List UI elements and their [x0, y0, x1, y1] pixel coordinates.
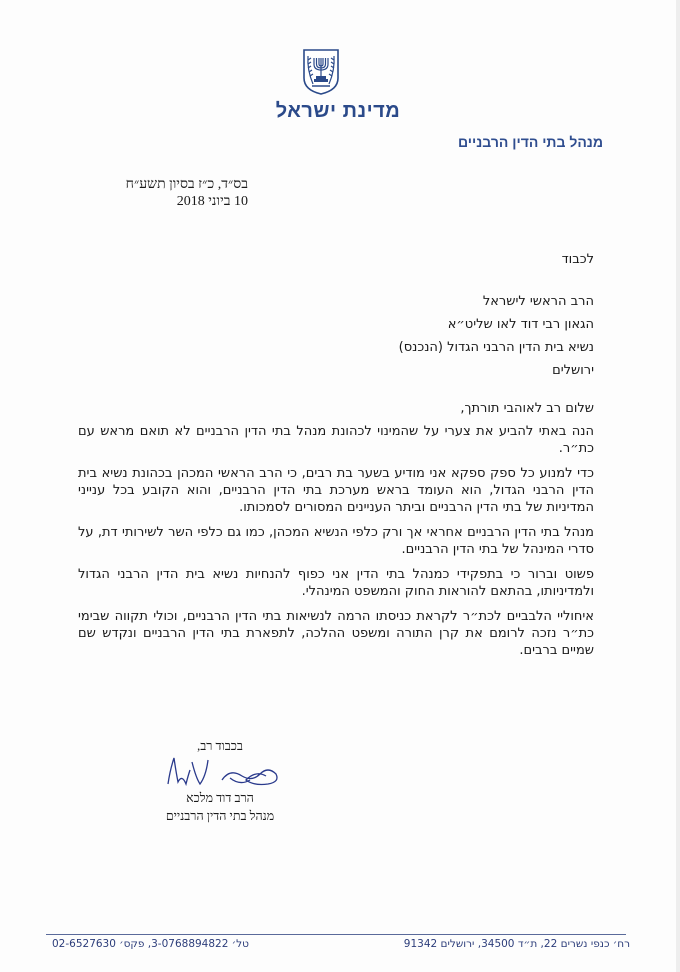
date-block: [78, 176, 248, 210]
signer-title: מנהל בתי הדין הרבניים: [165, 809, 275, 823]
hebrew-date: בס״ד, כ״ז בסיון תשע״ח: [125, 177, 248, 192]
paragraph: הנה באתי להביע את צערי על שהמינוי לכהונת מנהל בתי הדין הרבניים לא תואם מראש עם כת״ר.: [78, 424, 594, 456]
addressee-line: ירושלים: [552, 363, 594, 378]
paragraph: כדי למנוע כל ספק ספקא אני מודיע בשער בת רבים, כי הרב הראשי המכהן בכהונת נשיא בית הדין הרבני הגדול, הוא העומד בראש מערכת בתי הדין הרבניים, והוא הקובע בכל ענייני המדיניות של בתי הדין הרבניים וביתר העניינים המסורים לסמכותו.: [78, 466, 594, 515]
gregorian-date: 10 ביוני 2018: [176, 194, 248, 209]
paragraph: איחוליי הלבביים לכת״ר לקראת כניסתו הרמה לנשיאות בתי הדין הרבניים, וכולי תקווה שבימי כת״ר נזכה לרומם את קרן התורה ומשפט ההלכה, לתפארת בתי הדין הרבניים ונקדש שם שמיים ברבים.: [78, 609, 594, 658]
addressee-line: הרב הראשי לישראל: [482, 294, 594, 309]
state-name-text: מדינת ישראל: [275, 100, 401, 122]
state-name-heading: [0, 100, 680, 123]
addressee-line: נשיא בית הדין הרבני הגדול (הנכנס): [398, 340, 594, 355]
menorah-emblem-icon: [301, 48, 341, 96]
signoff: בכבוד רב,: [197, 739, 243, 753]
department-name: מנהל בתי הדין הרבניים: [458, 134, 603, 150]
footer-address: רח׳ כנפי נשרים 22, ת״ד 34500, ירושלים 91342: [403, 938, 630, 950]
footer-divider: [46, 934, 626, 935]
greeting: שלום רב לאוהבי תורתך,: [460, 401, 594, 416]
signer-name: הרב דוד מלכא: [186, 791, 254, 805]
paragraph: מנהל בתי הדין הרבניים אחראי אך ורק כלפי הנשיא המכהן, כמו גם כלפי השר לשירותי דת, על סדרי המינהל של בתי הדין הרבניים.: [78, 525, 594, 557]
handwritten-signature-icon: [160, 752, 290, 792]
footer-contact: טל׳ 3-0768894822, פקס׳ 02-6527630: [52, 938, 249, 950]
letter-body: [78, 423, 594, 667]
page-edge: [676, 0, 680, 972]
addressee-block: [399, 290, 594, 382]
salutation: לכבוד: [561, 252, 594, 267]
addressee-line: הגאון רבי דוד לאו שליט״א: [447, 317, 594, 332]
paragraph: פשוט וברור כי בתפקידי כמנהל בתי הדין אני כפוף להנחיות נשיא בית הדין הרבני הגדול ולמדיניותו, בהתאם להוראות החוק והמשפט המינהלי.: [78, 567, 594, 599]
